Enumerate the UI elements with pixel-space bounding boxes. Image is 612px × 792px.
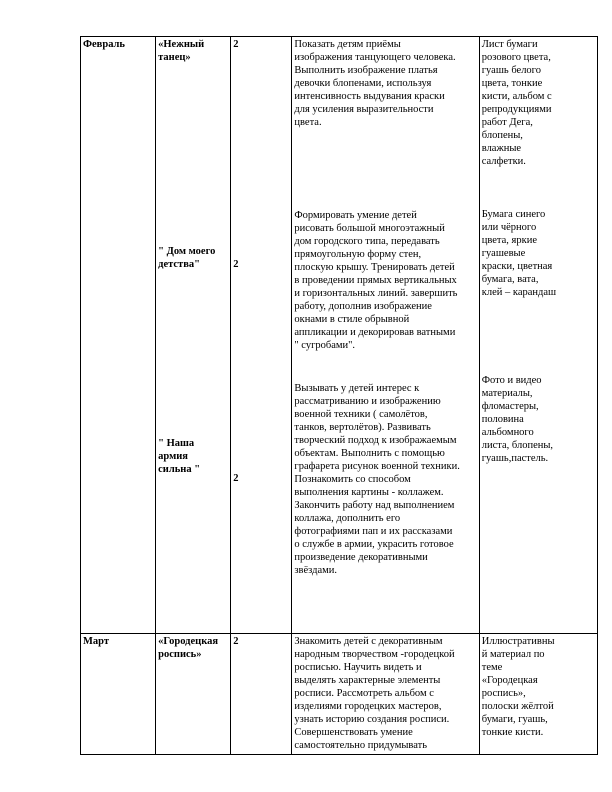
topic-cell: [156, 37, 231, 634]
hours-cell: [231, 37, 292, 634]
materials-cell: [479, 37, 597, 634]
topic-label: " Дом моего детства": [158, 246, 216, 270]
materials-text: Иллюстративны й материал по теме «Городецкая роспись», полоски жёлтой бумаги, гуашь, тонкие кисти.: [481, 636, 555, 738]
month-label: Март: [83, 636, 110, 647]
goals-text: Показать детям приёмы изображения танцующего человека. Выполнить изображение платья девочки блопенами, используя интенсивность выдувания краски для усиления выразительности цвета.: [294, 39, 456, 128]
topic-cell: [156, 634, 231, 755]
table-row: [81, 634, 598, 755]
materials-text: Лист бумаги розового цвета, гуашь белого цвета, тонкие кисти, альбом с репродукциями работ Дега, блопены, влажные салфетки.: [481, 39, 552, 167]
hours-value: 2: [233, 636, 239, 647]
goals-text: Формировать умение детей рисовать большой многоэтажный дом городского типа, передавать прямоугольную форму стен, плоскую крышу. Тренировать детей в проведении прямых вертикальных и горизонтальных линий. завершить работу, дополнив изображение окнами в стиле обрывной аппликации и декорировав ватными " сугробами".: [294, 210, 458, 351]
goals-cell: [292, 37, 479, 634]
month-cell: [81, 37, 156, 634]
materials-text: Фото и видео материалы, фломастеры, половина альбомного листа, блопены, гуашь,пастель.: [481, 375, 554, 464]
month-label: Февраль: [83, 39, 125, 50]
table-row: [81, 37, 598, 634]
goals-text: Знакомить детей с декоративным народным творчеством -городецкой росписью. Научить видеть и выделять характерные элементы росписи. Рассмотреть альбом с изделиями городецких мастеров, узнать историю создания росписи. Совершенствовать умение самостоятельно придумывать: [294, 636, 455, 751]
materials-text: Бумага синего или чёрного цвета, яркие гуашевые краски, цветная бумага, вата, клей – карандаш: [481, 209, 557, 298]
topic-label: «Городецкая роспись»: [158, 636, 219, 660]
materials-cell: [479, 634, 597, 755]
topic-label: " Наша армия сильна ": [158, 438, 201, 475]
month-cell: [81, 634, 156, 755]
goals-text: Вызывать у детей интерес к рассматриванию и изображению военной техники ( самолётов, танков, вертолётов). Развивать творческий подход к изображаемым объектам. Выполнить с помощью графарета рисунок военной техники. Познакомить со способом выполнения картины - коллажем. Закончить работу над выполнением коллажа, дополнить его фотографиями пап и их рассказами о службе в армии, украсить готовое произведение декоративными звёздами.: [294, 383, 460, 576]
lesson-plan-table: [80, 36, 598, 755]
hours-value: 2: [233, 39, 239, 50]
hours-value: 2: [233, 259, 239, 270]
topic-label: «Нежный танец»: [158, 39, 205, 63]
hours-value: 2: [233, 473, 239, 484]
hours-cell: [231, 634, 292, 755]
goals-cell: [292, 634, 479, 755]
